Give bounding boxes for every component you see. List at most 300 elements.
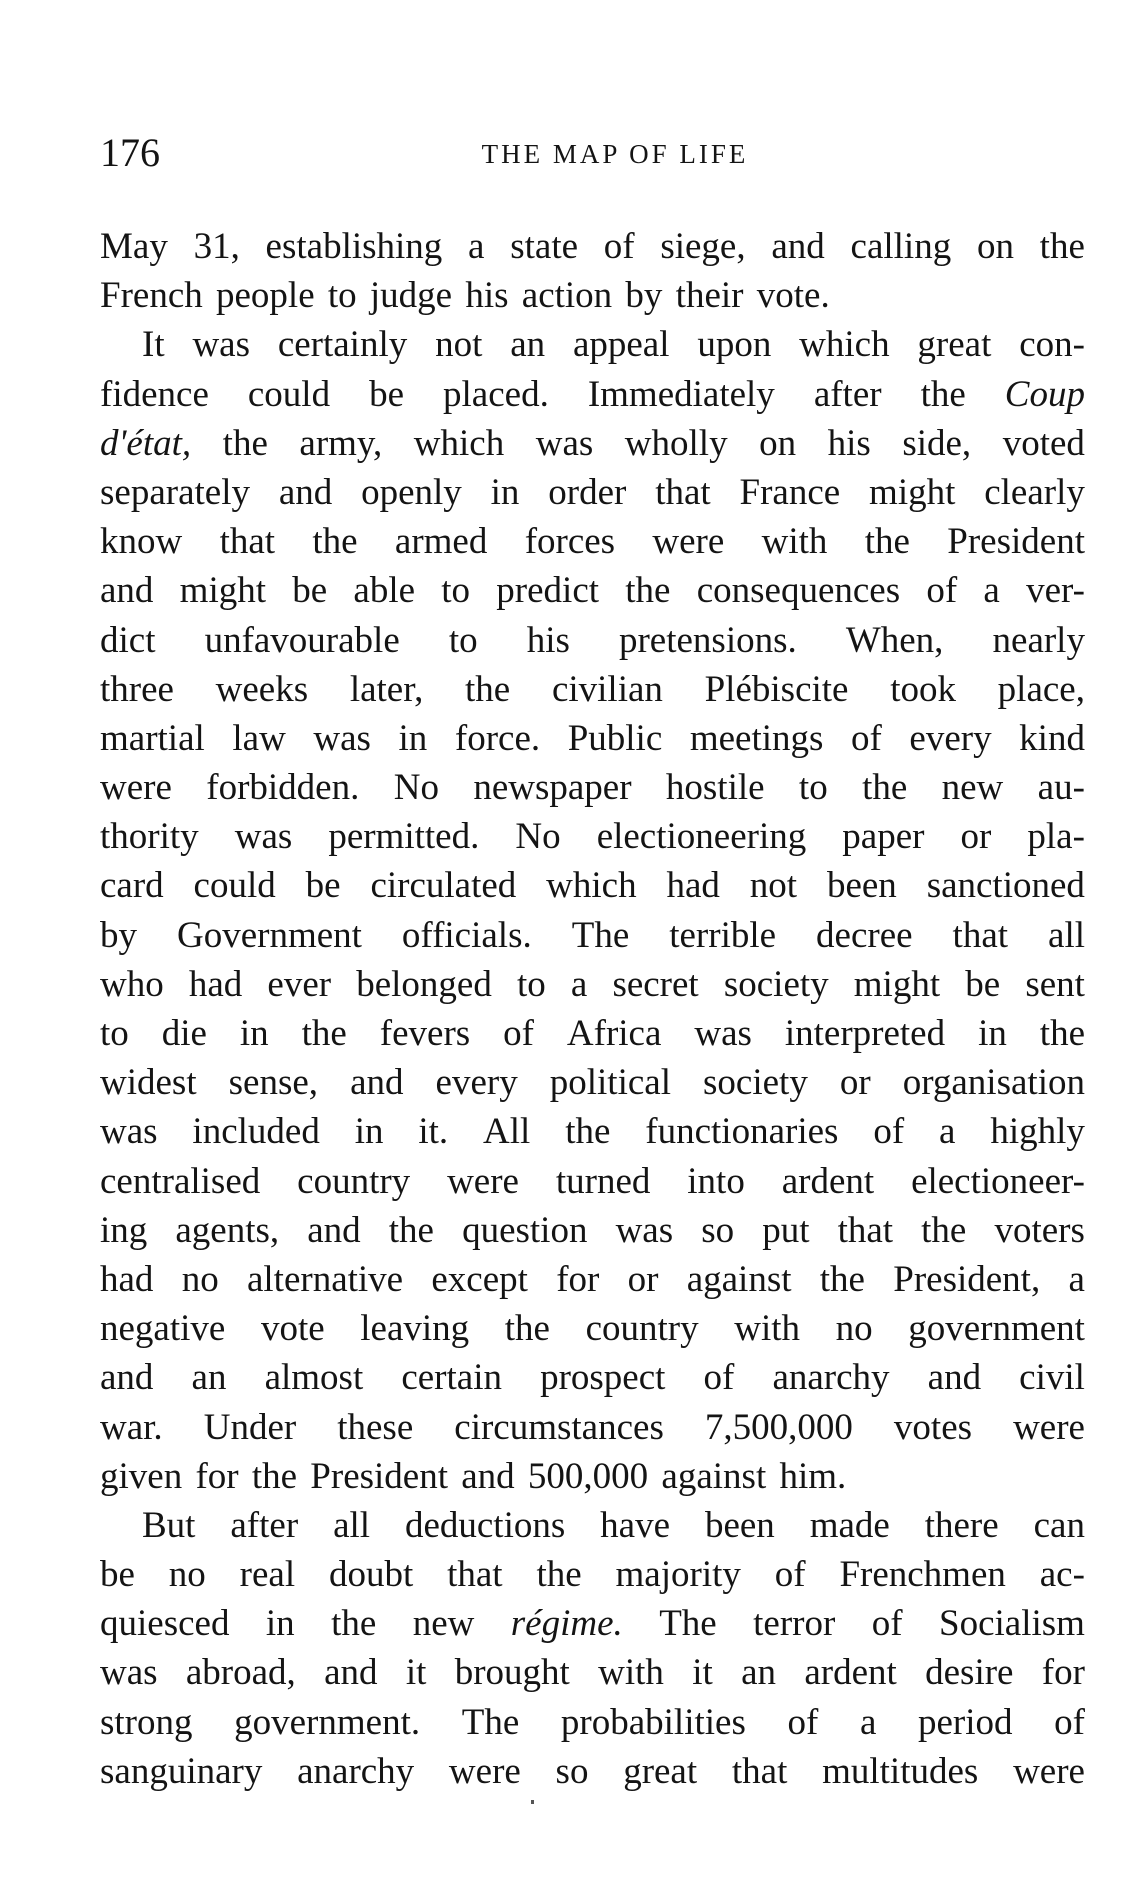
word: organisation xyxy=(902,1062,1085,1104)
word: were xyxy=(652,521,725,563)
word: calling xyxy=(850,226,952,267)
word: who xyxy=(100,963,164,1005)
word: after xyxy=(230,1504,299,1546)
word: ardent xyxy=(781,1160,875,1202)
text-line xyxy=(100,763,1085,812)
word: Socialism xyxy=(939,1603,1085,1645)
word: his xyxy=(526,619,570,661)
word: newspaper xyxy=(473,767,632,809)
word: 31, xyxy=(193,226,240,267)
word: took xyxy=(890,668,956,710)
word: side, xyxy=(902,422,972,464)
italic-word: Coup xyxy=(1004,373,1085,415)
word: voters xyxy=(994,1209,1085,1251)
word: order xyxy=(548,471,627,513)
word: quiesced xyxy=(100,1603,230,1645)
word: no xyxy=(181,1258,219,1300)
word: civil xyxy=(1019,1357,1085,1399)
word: dict xyxy=(100,619,156,661)
word: by xyxy=(100,914,137,956)
word: against xyxy=(686,1258,792,1300)
word: highly xyxy=(990,1111,1085,1153)
word: in xyxy=(354,1111,384,1153)
word: ac- xyxy=(1039,1554,1085,1596)
word: could xyxy=(193,865,276,907)
word: to xyxy=(100,1013,129,1054)
word: centralised xyxy=(100,1160,261,1202)
word: Frenchmen xyxy=(839,1554,1006,1596)
word: all xyxy=(1048,914,1085,956)
word: certain xyxy=(401,1357,502,1399)
word: All xyxy=(483,1111,531,1153)
word: of xyxy=(871,1603,903,1645)
word: of xyxy=(851,717,882,759)
word: government xyxy=(908,1308,1085,1350)
word: pla- xyxy=(1027,816,1085,858)
word: multitudes xyxy=(822,1750,979,1792)
word: so xyxy=(701,1209,735,1251)
word: martial xyxy=(100,717,205,759)
word: agents, xyxy=(175,1209,280,1251)
word: every xyxy=(435,1062,518,1104)
word: certainly xyxy=(277,324,408,366)
word: majority xyxy=(615,1554,741,1596)
text-line xyxy=(100,960,1085,1009)
word: be xyxy=(100,1554,135,1596)
word: on xyxy=(976,226,1014,267)
word: Public xyxy=(567,717,663,759)
word: a xyxy=(983,570,1000,612)
word: die xyxy=(161,1013,207,1054)
word: that xyxy=(655,471,711,513)
word: which xyxy=(413,422,505,464)
word: to xyxy=(798,767,828,809)
word: au- xyxy=(1037,767,1085,809)
word: voted xyxy=(1002,422,1085,464)
word: President xyxy=(947,521,1085,563)
word: the xyxy=(1039,226,1085,267)
word: all xyxy=(333,1504,371,1546)
word: or xyxy=(960,816,992,858)
word: thority xyxy=(100,816,199,858)
word: an xyxy=(510,324,546,366)
word: upon xyxy=(697,324,772,366)
body-text xyxy=(100,222,1085,1796)
word: which xyxy=(799,324,890,366)
word: no xyxy=(835,1308,873,1350)
word: no xyxy=(168,1554,206,1596)
word: the xyxy=(920,373,966,415)
word: officials. xyxy=(401,914,532,956)
word: the xyxy=(819,1258,865,1300)
word: war. xyxy=(100,1406,163,1448)
word: into xyxy=(687,1160,745,1202)
word: new xyxy=(412,1603,475,1645)
word: card xyxy=(100,865,164,907)
word: No xyxy=(393,767,439,809)
word: prospect xyxy=(540,1357,666,1399)
word: the xyxy=(862,767,908,809)
word: Africa xyxy=(566,1013,662,1054)
word: clearly xyxy=(984,471,1085,513)
word: interpreted xyxy=(784,1013,946,1054)
word: kind xyxy=(1019,717,1085,759)
word: was xyxy=(234,816,293,858)
word: or xyxy=(627,1258,659,1300)
paragraph-start-line xyxy=(100,1501,1085,1550)
word: doubt xyxy=(328,1554,414,1596)
word: Plébiscite xyxy=(704,668,849,710)
word: desire xyxy=(925,1652,1014,1694)
word: siege, xyxy=(660,226,746,267)
word: can xyxy=(1033,1504,1085,1546)
word: appeal xyxy=(572,324,670,366)
word: with xyxy=(598,1652,664,1694)
word: had xyxy=(188,963,243,1005)
word: was xyxy=(615,1209,674,1251)
word: made xyxy=(809,1504,890,1546)
word: it. xyxy=(418,1111,449,1153)
word: was xyxy=(535,422,594,464)
word: civilian xyxy=(551,668,663,710)
word: of xyxy=(926,570,958,612)
text-line xyxy=(100,468,1085,517)
word: a xyxy=(939,1111,956,1153)
word: Government xyxy=(176,914,362,956)
word: and xyxy=(307,1209,361,1251)
word: paper xyxy=(842,816,925,858)
word: and xyxy=(927,1357,982,1399)
text-line xyxy=(100,1698,1085,1747)
word: in xyxy=(398,717,428,759)
word: a xyxy=(570,963,588,1005)
text-line xyxy=(100,911,1085,960)
word: the xyxy=(331,1603,377,1645)
word: leaving xyxy=(360,1308,470,1350)
word: strong xyxy=(100,1701,193,1743)
word: might xyxy=(869,471,956,513)
word: and xyxy=(100,1357,154,1399)
word: state xyxy=(510,226,579,267)
word: sent xyxy=(1025,963,1085,1005)
text-line xyxy=(100,1353,1085,1402)
word: nearly xyxy=(992,619,1085,661)
word: of xyxy=(774,1554,806,1596)
word: pretensions. xyxy=(618,619,797,661)
word: was xyxy=(100,1652,158,1694)
word: of xyxy=(1054,1701,1085,1743)
word: country xyxy=(585,1308,699,1350)
word: in xyxy=(239,1013,269,1054)
text-line xyxy=(100,370,1085,419)
word: the xyxy=(312,521,358,563)
word: circulated xyxy=(370,865,517,907)
word: Immediately xyxy=(587,373,775,415)
word: But xyxy=(142,1504,196,1546)
word: circumstances xyxy=(454,1406,664,1448)
text-line xyxy=(100,714,1085,763)
word: terrible xyxy=(669,914,777,956)
word: were xyxy=(100,767,172,809)
word: unfavourable xyxy=(204,619,400,661)
word: that xyxy=(731,1750,788,1792)
word: in xyxy=(490,471,520,513)
word: The xyxy=(461,1701,520,1743)
word: decree xyxy=(816,914,913,956)
word: except xyxy=(431,1258,528,1300)
word: consequences xyxy=(696,570,901,612)
text-line xyxy=(100,861,1085,910)
word: fevers xyxy=(379,1013,471,1054)
text-line: given for the President and 500,000 against him. xyxy=(100,1455,847,1497)
word: or xyxy=(839,1062,871,1104)
word: the xyxy=(1039,1013,1085,1054)
word: society xyxy=(703,1062,808,1104)
word: sanctioned xyxy=(926,865,1085,907)
text-line xyxy=(100,1403,1085,1452)
word: political xyxy=(549,1062,671,1104)
word: on xyxy=(759,422,797,464)
word: anarchy xyxy=(772,1357,890,1399)
word: negative xyxy=(100,1308,226,1350)
word: not xyxy=(435,324,483,366)
word: armed xyxy=(394,521,488,563)
word: it xyxy=(692,1652,713,1694)
page-header xyxy=(100,128,1090,178)
word: the xyxy=(301,1013,347,1054)
word: question xyxy=(462,1209,588,1251)
word: in xyxy=(265,1603,295,1645)
word: with xyxy=(761,521,828,563)
word: placed. xyxy=(443,373,549,415)
word: could xyxy=(247,373,331,415)
word: these xyxy=(337,1406,414,1448)
word: wholly xyxy=(624,422,728,464)
word: When, xyxy=(845,619,944,661)
word: were xyxy=(447,1160,519,1202)
text-line xyxy=(100,812,1085,861)
text-line xyxy=(100,517,1085,566)
word: the xyxy=(625,570,671,612)
word: later, xyxy=(349,668,424,710)
word: period xyxy=(918,1701,1013,1743)
word: included xyxy=(192,1111,320,1153)
word: there xyxy=(924,1504,999,1546)
word: might xyxy=(853,963,941,1005)
text-line xyxy=(100,1599,1085,1648)
word: be xyxy=(965,963,1001,1005)
word: were xyxy=(1013,1750,1085,1792)
word: so xyxy=(555,1750,589,1792)
word: turned xyxy=(555,1160,651,1202)
word: brought xyxy=(454,1652,570,1694)
text-line xyxy=(100,419,1085,468)
word: be xyxy=(369,373,405,415)
word: con- xyxy=(1019,324,1085,366)
word: a xyxy=(468,226,485,267)
word: fidence xyxy=(100,373,209,415)
word: and xyxy=(771,226,825,267)
word: of xyxy=(503,1013,534,1054)
word: army, xyxy=(299,422,383,464)
word: in xyxy=(978,1013,1007,1054)
text-line xyxy=(100,1009,1085,1058)
text-line xyxy=(100,616,1085,665)
word: for xyxy=(1041,1652,1085,1694)
word: the xyxy=(864,521,910,563)
word: May xyxy=(100,226,168,267)
word: of xyxy=(787,1701,819,1743)
word: sense, xyxy=(228,1062,319,1104)
word: every xyxy=(909,717,992,759)
text-line xyxy=(100,1107,1085,1156)
text-line xyxy=(100,1304,1085,1353)
text-line xyxy=(100,1157,1085,1206)
word: after xyxy=(813,373,882,415)
word: three xyxy=(100,668,174,710)
word: President, xyxy=(893,1258,1041,1300)
word: probabilities xyxy=(560,1701,746,1743)
word: to xyxy=(448,619,478,661)
word: have xyxy=(600,1504,671,1546)
word: that xyxy=(447,1554,503,1596)
word: force. xyxy=(454,717,541,759)
text-line xyxy=(100,1058,1085,1107)
text-line xyxy=(100,566,1085,615)
word: a xyxy=(859,1701,877,1743)
word: had xyxy=(666,865,720,907)
word: hostile xyxy=(665,767,765,809)
word: openly xyxy=(361,471,462,513)
text-line xyxy=(100,1206,1085,1255)
word: was xyxy=(100,1111,158,1153)
word: Under xyxy=(203,1406,297,1448)
word: were xyxy=(448,1750,521,1792)
word: government. xyxy=(234,1701,421,1743)
word: vote xyxy=(260,1308,325,1350)
word: meetings xyxy=(689,717,824,759)
word: a xyxy=(1068,1258,1085,1300)
word: able xyxy=(353,570,416,612)
word: forces xyxy=(524,521,616,563)
text-line xyxy=(100,1747,1085,1796)
word: of xyxy=(603,226,635,267)
word: great xyxy=(623,1750,698,1792)
word: permitted. xyxy=(328,816,480,858)
word: terror xyxy=(753,1603,836,1645)
word: of xyxy=(873,1111,905,1153)
word: establishing xyxy=(265,226,443,267)
word: of xyxy=(703,1357,735,1399)
word: anarchy xyxy=(297,1750,415,1792)
word: France xyxy=(739,471,841,513)
word: might xyxy=(179,570,267,612)
word: which xyxy=(546,865,637,907)
word: an xyxy=(741,1652,777,1694)
word: be xyxy=(292,570,328,612)
word: was xyxy=(313,717,371,759)
word: electioneer- xyxy=(911,1160,1085,1202)
word: predict xyxy=(496,570,600,612)
word: sanguinary xyxy=(100,1750,263,1792)
word: the xyxy=(565,1111,611,1153)
paragraph-start-line xyxy=(100,320,1085,369)
word: separately xyxy=(100,471,250,513)
word: place, xyxy=(997,668,1085,710)
word: weeks xyxy=(215,668,309,710)
word: new xyxy=(941,767,1004,809)
italic-word: régime. xyxy=(510,1603,623,1645)
running-head: THE MAP OF LIFE xyxy=(481,139,749,169)
word: the xyxy=(536,1554,582,1596)
word: and xyxy=(350,1062,404,1104)
word: the xyxy=(388,1209,434,1251)
text-line: French people to judge his action by their vote. xyxy=(100,275,830,317)
word: the xyxy=(504,1308,550,1350)
word: the xyxy=(222,422,268,464)
word: an xyxy=(191,1357,227,1399)
word: It xyxy=(142,324,165,366)
word: ing xyxy=(100,1209,148,1251)
word: was xyxy=(694,1013,752,1054)
word: not xyxy=(749,865,798,907)
word: put xyxy=(762,1209,810,1251)
word: and xyxy=(278,471,333,513)
italic-word: d'état, xyxy=(100,422,192,464)
page-number: 176 xyxy=(100,130,160,175)
word: that xyxy=(219,521,276,563)
word: had xyxy=(100,1258,154,1300)
word: be xyxy=(305,865,341,907)
word: been xyxy=(826,865,897,907)
word: abroad, xyxy=(185,1652,296,1694)
word: ever xyxy=(267,963,332,1005)
word: to xyxy=(441,570,471,612)
word: law xyxy=(232,717,286,759)
word: secret xyxy=(612,963,699,1005)
word: alternative xyxy=(246,1258,404,1300)
text-line xyxy=(100,1550,1085,1599)
word: for xyxy=(556,1258,600,1300)
word: society xyxy=(723,963,829,1005)
word: belonged xyxy=(356,963,492,1005)
word: were xyxy=(1013,1406,1085,1448)
word: ardent xyxy=(804,1652,897,1694)
word: his xyxy=(827,422,871,464)
text-line xyxy=(100,1648,1085,1697)
word: great xyxy=(917,324,992,366)
word: functionaries xyxy=(645,1111,839,1153)
word: votes xyxy=(893,1406,973,1448)
word: ver- xyxy=(1026,570,1085,612)
print-speck xyxy=(531,1800,534,1804)
word: The xyxy=(571,914,630,956)
word: it xyxy=(405,1652,427,1694)
word: deductions xyxy=(404,1504,566,1546)
word: to xyxy=(516,963,546,1005)
word: the xyxy=(921,1209,967,1251)
word: been xyxy=(704,1504,775,1546)
word: was xyxy=(192,324,250,366)
text-line xyxy=(100,665,1085,714)
word: The xyxy=(659,1603,717,1645)
word: country xyxy=(297,1160,411,1202)
word: that xyxy=(837,1209,894,1251)
word: 7,500,000 xyxy=(704,1406,853,1448)
word: forbidden. xyxy=(206,767,360,809)
word: almost xyxy=(264,1357,364,1399)
word: and xyxy=(324,1652,378,1694)
